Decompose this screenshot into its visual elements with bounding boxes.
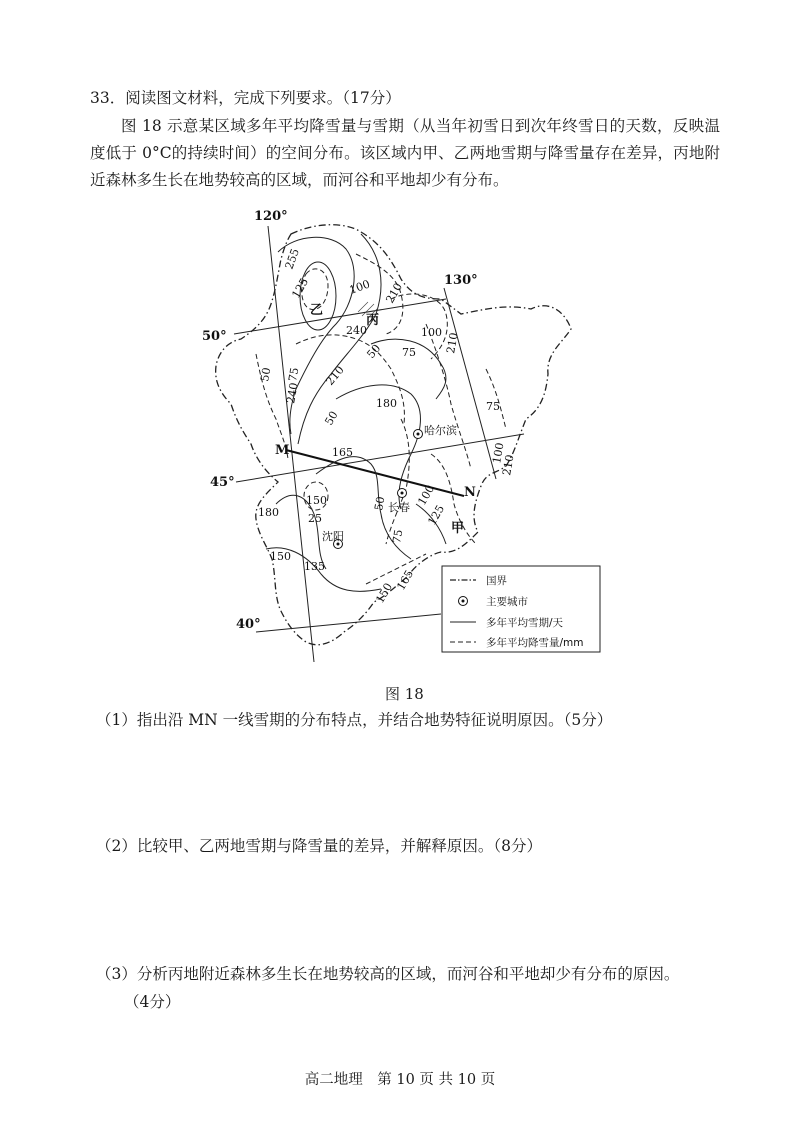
point-n: N [464, 485, 476, 500]
svg-text:165: 165 [332, 446, 353, 459]
svg-text:150: 150 [270, 550, 291, 563]
question-header: 33．阅读图文材料，完成下列要求。（17分） [90, 89, 401, 107]
svg-text:165: 165 [394, 567, 417, 593]
svg-text:210: 210 [383, 280, 406, 306]
figure-18-map [196, 204, 616, 674]
place-yi: 乙 [310, 303, 324, 318]
legend-border: 国界 [486, 575, 507, 587]
legend-city: 主要城市 [486, 596, 528, 608]
lat-45-label: 45° [210, 475, 235, 490]
svg-text:125: 125 [289, 275, 312, 301]
lon-130-label: 130° [444, 273, 478, 288]
point-m: M [275, 443, 290, 458]
svg-text:50: 50 [322, 408, 341, 428]
svg-text:哈尔滨: 哈尔滨 [424, 424, 457, 437]
snow-period-labels [258, 247, 517, 606]
svg-text:125: 125 [425, 502, 448, 528]
svg-text:150: 150 [373, 580, 396, 606]
city-shenyang [322, 529, 344, 549]
svg-text:25: 25 [308, 512, 322, 525]
subquestion-3: （3）分析丙地附近森林多生长在地势较高的区域，而河谷和平地却少有分布的原因。 [96, 965, 680, 983]
subquestion-3-score: （4分） [124, 993, 181, 1011]
svg-text:75: 75 [286, 366, 302, 383]
svg-text:180: 180 [258, 506, 279, 519]
svg-text:255: 255 [282, 246, 303, 272]
svg-text:100: 100 [490, 441, 507, 465]
legend-snowfall: 多年平均降雪量/mm [486, 637, 584, 649]
svg-text:135: 135 [304, 560, 325, 573]
map-legend [442, 566, 600, 652]
mn-line [286, 450, 464, 496]
question-intro: 图 18 示意某区域多年平均降雪量与雪期（从当年初雪日到次年终雪日的天数，反映温度低于 0°C的持续时间）的空间分布。该区域内甲、乙两地雪期与降雪量存在差异，丙地附近森林多生长在地势较高的区域，而河谷和平地却少有分布。 [90, 117, 720, 189]
svg-text:50: 50 [372, 495, 388, 512]
svg-text:240: 240 [346, 324, 367, 337]
svg-text:75: 75 [390, 528, 406, 545]
svg-text:100: 100 [421, 326, 442, 339]
subquestion-2: （2）比较甲、乙两地雪期与降雪量的差异，并解释原因。（8分） [96, 837, 542, 855]
lat-40-label: 40° [236, 617, 261, 632]
svg-text:100: 100 [415, 482, 438, 508]
place-jia: 甲 [451, 521, 465, 536]
svg-text:50: 50 [364, 341, 384, 361]
svg-text:长春: 长春 [388, 501, 410, 514]
snowfall-isolines [256, 254, 506, 584]
place-bing: 丙 [366, 313, 380, 328]
svg-text:100: 100 [347, 277, 372, 297]
lat-50-label: 50° [202, 329, 227, 344]
svg-text:50: 50 [258, 366, 274, 383]
svg-text:沈阳: 沈阳 [322, 530, 344, 543]
svg-text:180: 180 [376, 397, 397, 410]
subquestion-1: （1）指出沿 MN 一线雪期的分布特点，并结合地势特征说明原因。（5分） [96, 711, 613, 729]
svg-text:75: 75 [486, 400, 500, 413]
figure-caption: 图 18 [385, 685, 424, 703]
meridian-130 [444, 288, 496, 479]
svg-text:75: 75 [402, 346, 416, 359]
page-footer: 高二地理 第 10 页 共 10 页 [304, 1072, 496, 1088]
city-changchun [388, 489, 410, 515]
snowfall-labels [258, 276, 506, 545]
parallel-50 [234, 299, 446, 334]
svg-text:210: 210 [323, 363, 347, 388]
lon-120-label: 120° [254, 209, 288, 224]
svg-text:210: 210 [500, 453, 517, 477]
svg-text:240: 240 [284, 381, 301, 405]
svg-text:150: 150 [306, 494, 327, 507]
svg-text:210: 210 [444, 331, 461, 355]
legend-snow-period: 多年平均雪期/天 [486, 617, 564, 629]
